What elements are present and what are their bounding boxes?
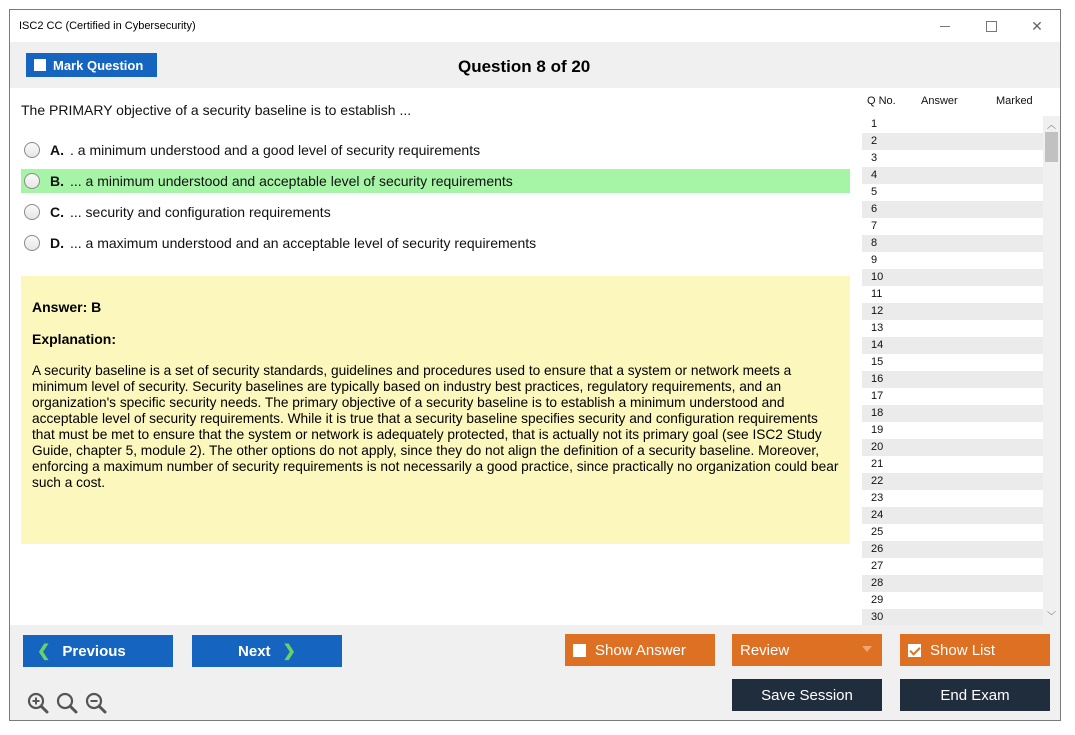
question-list-row[interactable]: 11 [871, 288, 883, 300]
option-d-radio[interactable] [24, 235, 40, 251]
option-b-text: ... a minimum understood and acceptable level of security requirements [70, 173, 513, 189]
caret-down-icon [862, 646, 872, 652]
question-list-row[interactable]: 8 [862, 235, 1043, 252]
option-a-letter: A. [50, 142, 64, 158]
question-list-row[interactable]: 29 [871, 594, 884, 606]
question-list-row[interactable]: 1 [871, 118, 878, 130]
show-answer-label: Show Answer [595, 641, 686, 659]
question-list-rows [862, 116, 1043, 625]
question-list-row[interactable]: 27 [871, 560, 884, 572]
mark-question-button[interactable] [26, 53, 157, 77]
minimize-icon [940, 26, 950, 27]
option-d-text: ... a maximum understood and an acceptable level of security requirements [70, 235, 537, 251]
next-button[interactable] [192, 635, 342, 667]
previous-label: Previous [62, 642, 126, 660]
option-b[interactable] [21, 169, 850, 193]
review-label: Review [740, 641, 790, 659]
option-c-letter: C. [50, 204, 64, 220]
question-list-row[interactable]: 19 [871, 424, 884, 436]
col-qno: Q No. [867, 95, 896, 107]
close-button[interactable] [1014, 13, 1060, 39]
question-list-row[interactable]: 24 [862, 507, 1043, 524]
option-b-radio[interactable] [24, 173, 40, 189]
title-bar [10, 10, 1060, 42]
minimize-button[interactable] [922, 13, 968, 39]
show-answer-button[interactable] [565, 634, 715, 666]
zoom-out-icon[interactable] [84, 691, 108, 715]
question-text: The PRIMARY objective of a security baseline is to establish ... [21, 102, 412, 118]
question-list[interactable] [862, 88, 1060, 625]
scroll-down-icon[interactable]: ﹀ [1046, 611, 1056, 621]
question-list-row[interactable]: 10 [862, 269, 1043, 286]
show-list-label: Show List [930, 641, 996, 659]
question-list-row[interactable]: 20 [862, 439, 1043, 456]
end-exam-button[interactable] [900, 679, 1050, 711]
question-list-scrollbar[interactable] [1043, 116, 1060, 625]
option-c[interactable] [21, 200, 850, 224]
option-d[interactable] [21, 231, 850, 255]
question-list-panel [862, 88, 1061, 625]
zoom-in-icon[interactable] [26, 691, 50, 715]
review-dropdown[interactable] [732, 634, 882, 666]
question-pane [10, 88, 862, 625]
question-list-row[interactable]: 13 [871, 322, 884, 334]
col-answer: Answer [921, 95, 958, 107]
question-counter: Question 8 of 20 [458, 57, 591, 76]
question-header [10, 42, 1060, 88]
question-list-row[interactable]: 15 [871, 356, 884, 368]
previous-button[interactable] [23, 635, 173, 667]
chevron-right-icon: ❯ [282, 643, 296, 660]
question-list-row[interactable]: 3 [871, 152, 878, 164]
option-c-text: ... security and configuration requirements [70, 204, 331, 220]
mark-checkbox-icon [34, 59, 46, 71]
end-exam-label: End Exam [940, 686, 1010, 704]
question-list-row[interactable]: 9 [871, 254, 878, 266]
option-c-radio[interactable] [24, 204, 40, 220]
question-list-row[interactable]: 30 [862, 609, 1043, 625]
question-list-row[interactable]: 18 [862, 405, 1043, 422]
question-list-row[interactable]: 23 [871, 492, 884, 504]
window-title: ISC2 CC (Certified in Cybersecurity) [19, 20, 196, 32]
close-icon: ✕ [1031, 17, 1043, 34]
question-list-header [862, 88, 1060, 116]
question-list-row[interactable]: 7 [871, 220, 878, 232]
scroll-up-icon[interactable]: ︿ [1046, 120, 1056, 130]
question-list-row[interactable]: 5 [871, 186, 878, 198]
show-list-button[interactable] [900, 634, 1050, 666]
maximize-icon [986, 21, 997, 32]
zoom-reset-icon[interactable] [55, 691, 79, 715]
mark-question-label: Mark Question [53, 57, 144, 73]
show-answer-checkbox[interactable] [573, 644, 586, 657]
col-marked: Marked [996, 95, 1033, 107]
answer-label: Answer: B [32, 299, 102, 315]
chevron-left-icon: ❮ [37, 643, 51, 660]
question-list-row[interactable]: 12 [862, 303, 1043, 320]
option-a-radio[interactable] [24, 142, 40, 158]
option-a[interactable] [21, 138, 850, 162]
question-list-row[interactable]: 25 [871, 526, 884, 538]
question-list-row[interactable]: 6 [862, 201, 1043, 218]
app-window [9, 9, 1061, 721]
question-list-row[interactable]: 26 [862, 541, 1043, 558]
show-list-checkbox[interactable] [908, 644, 921, 657]
explanation-text: A security baseline is a set of security standards, guidelines and procedures used to ensure that a system or network meets a minimum level of security. Security baselines are typically based on industry best practices, regulatory requirements, and an organization's specific security needs. The primary objective of a security baseline is to establish a minimum understood and acceptable level of security requirements. While it is true that a security baseline specifies security and configuration requirements that must be met to ensure that the system or network is adequately protected, that is actually not its primary goal (see ISC2 Study Guide, chapter 5, module 2). The other options do not apply, since they do not align the definition of a security baseline. Moreover, enforcing a maximum number of security requirements is not necessarily a good practice, since practically no organization could bear such a cost. [32, 363, 839, 490]
question-list-row[interactable]: 21 [871, 458, 884, 470]
explanation-label: Explanation: [32, 331, 117, 347]
next-label: Next [238, 642, 271, 660]
question-list-row[interactable]: 4 [862, 167, 1043, 184]
question-list-row[interactable]: 22 [862, 473, 1043, 490]
answer-panel [21, 276, 850, 544]
scroll-thumb[interactable] [1045, 132, 1058, 162]
footer-toolbar [10, 625, 1060, 721]
question-list-row[interactable]: 28 [862, 575, 1043, 592]
option-b-letter: B. [50, 173, 64, 189]
maximize-button[interactable] [968, 13, 1014, 39]
option-a-text: . a minimum understood and a good level of security requirements [70, 142, 481, 158]
question-list-row[interactable]: 2 [862, 133, 1043, 150]
question-list-row[interactable]: 14 [862, 337, 1043, 354]
question-list-row[interactable]: 17 [871, 390, 884, 402]
save-session-label: Save Session [761, 686, 853, 704]
option-d-letter: D. [50, 235, 64, 251]
save-session-button[interactable] [732, 679, 882, 711]
question-list-row[interactable]: 16 [862, 371, 1043, 388]
